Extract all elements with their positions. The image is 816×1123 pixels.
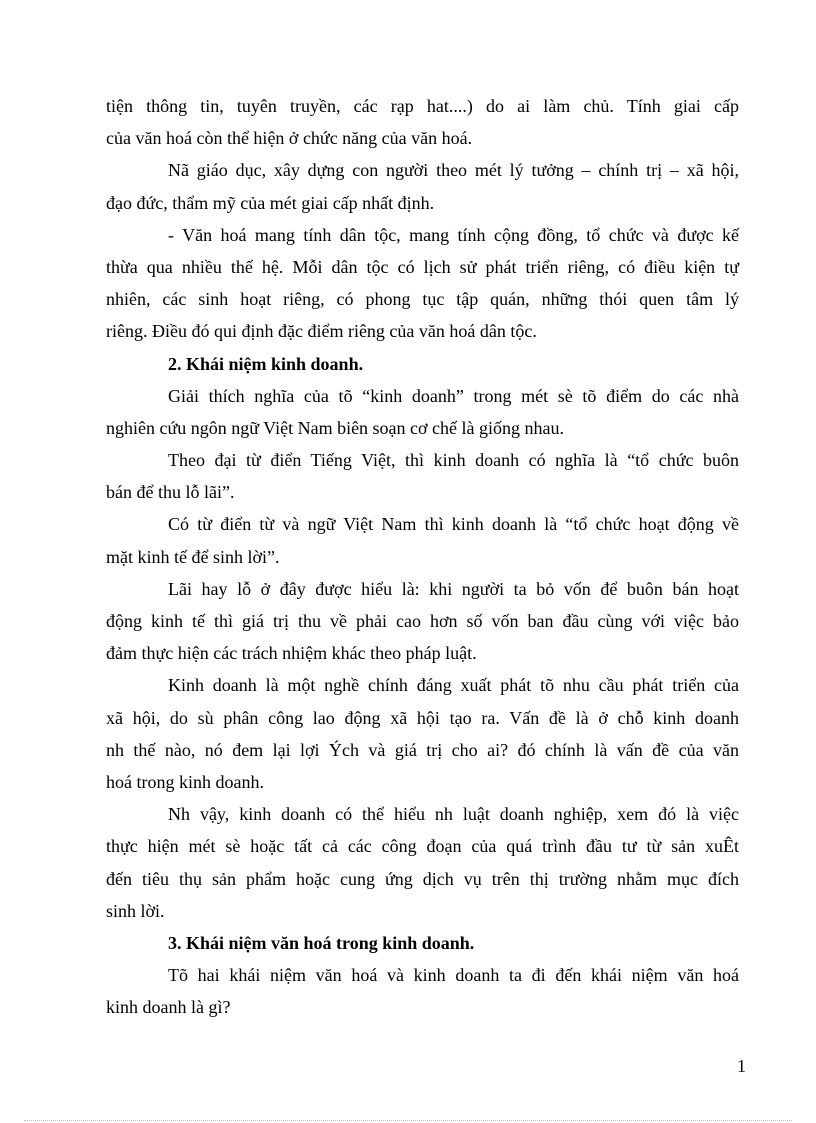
paragraph-line: đảm thực hiện các trách nhiệm khác theo pháp luật. xyxy=(106,643,477,664)
section-heading: 3. Khái niệm văn hoá trong kinh doanh. xyxy=(168,932,475,953)
paragraph-line: mặt kinh tế để sinh lời”. xyxy=(106,546,280,567)
paragraph-line: thực hiện mét sè hoặc tất cả các công đoạn của quá trình đầu tư từ sản xuÊt xyxy=(106,836,739,857)
paragraph-line: Giải thích nghĩa của tõ “kinh doanh” trong mét sè tõ điểm do các nhà xyxy=(168,385,739,406)
paragraph-line: Tõ hai khái niệm văn hoá và kinh doanh ta đi đến khái niệm văn hoá xyxy=(168,965,739,986)
paragraph-line: Kinh doanh là một nghề chính đáng xuất phát tõ nhu cầu phát triển của xyxy=(168,675,739,696)
paragraph-line: nhiên, các sinh hoạt riêng, có phong tục tập quán, những thói quen tâm lý xyxy=(106,289,739,310)
paragraph-line: hoá trong kinh doanh. xyxy=(106,771,264,792)
paragraph-line: Nã giáo dục, xây dựng con người theo mét lý tưởng – chính trị – xã hội, xyxy=(168,160,739,181)
paragraph-line: nghiên cứu ngôn ngữ Việt Nam biên soạn cơ chế là giống nhau. xyxy=(106,417,565,438)
paragraph-line: - Văn hoá mang tính dân tộc, mang tính cộng đồng, tổ chức và được kế xyxy=(168,224,739,245)
paragraph-line: động kinh tế thì giá trị thu về phải cao hơn số vốn ban đầu cùng với việc bảo xyxy=(106,611,739,631)
paragraph-line: đến tiêu thụ sản phẩm hoặc cung ứng dịch vụ trên thị trường nhằm mục đích xyxy=(106,868,739,889)
paragraph-line: Lãi hay lỗ ở đây được hiểu là: khi người ta bỏ vốn để buôn bán hoạt xyxy=(168,578,739,599)
paragraph-line: của văn hoá còn thể hiện ở chức năng của văn hoá. xyxy=(106,128,473,149)
paragraph-line: thừa qua nhiều thế hệ. Mỗi dân tộc có lịch sử phát triển riêng, có điều kiện tự xyxy=(106,256,739,277)
paragraph-line: Nh vậy, kinh doanh có thể hiểu nh luật doanh nghiệp, xem đó là việc xyxy=(168,804,739,825)
page-bottom-border xyxy=(24,1120,792,1121)
paragraph-line: riêng. Điều đó qui định đặc điểm riêng của văn hoá dân tộc. xyxy=(106,321,537,342)
section-heading: 2. Khái niệm kinh doanh. xyxy=(168,353,364,374)
paragraph-line: sinh lời. xyxy=(106,900,165,921)
paragraph-line: Theo đại từ điển Tiếng Việt, thì kinh doanh có nghĩa là “tổ chức buôn xyxy=(168,450,739,471)
paragraph-line: Có từ điển từ và ngữ Việt Nam thì kinh doanh là “tổ chức hoạt động về xyxy=(168,514,739,535)
paragraph-line: nh thế nào, nó đem lại lợi Ých và giá trị cho ai? đó chính là vấn đề của văn xyxy=(106,739,739,760)
paragraph-line: kinh doanh là gì? xyxy=(106,997,231,1018)
page-number: 1 xyxy=(737,1056,746,1076)
paragraph-line: đạo đức, thẩm mỹ của mét giai cấp nhất định. xyxy=(106,192,435,213)
paragraph-line: bán để thu lỗ lãi”. xyxy=(106,482,235,503)
body-text xyxy=(106,90,739,1023)
paragraph-line: tiện thông tin, tuyên truyền, các rạp hat....) do ai làm chủ. Tính giai cấp xyxy=(106,96,739,116)
paragraph-line: xã hội, do sù phân công lao động xã hội tạo ra. Vấn đề là ở chỗ kinh doanh xyxy=(106,707,739,728)
